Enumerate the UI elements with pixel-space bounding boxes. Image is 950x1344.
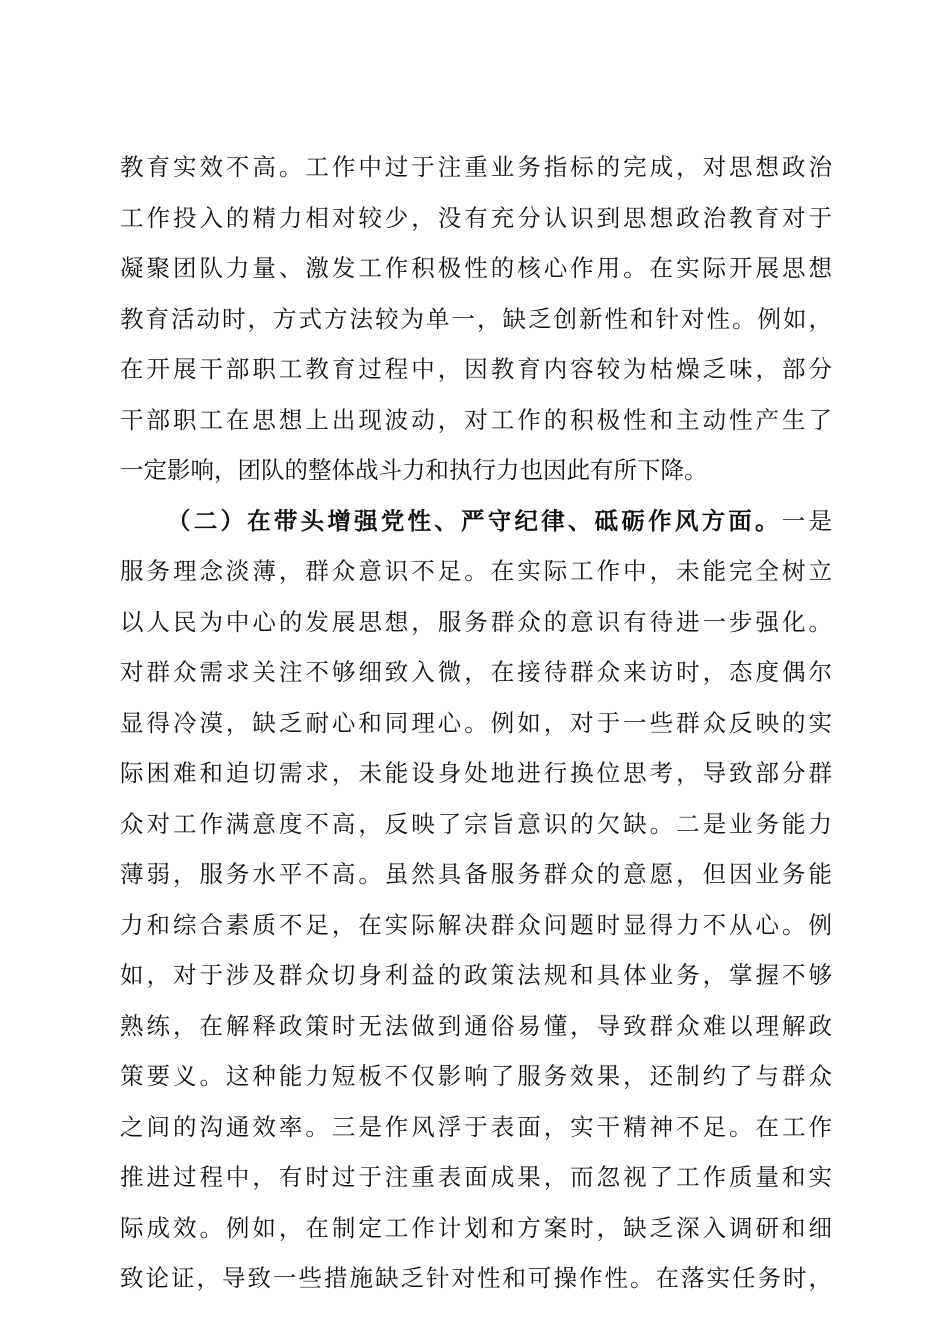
section-heading-line xyxy=(120,496,832,547)
text-line: 际成效。例如，在制定工作计划和方案时，缺乏深入调研和细 xyxy=(120,1213,832,1242)
text-line: 以人民为中心的发展思想，服务群众的意识有待进一步强化。 xyxy=(120,607,832,636)
text-line: 薄弱，服务水平不高。虽然具备服务群众的意愿，但因业务能 xyxy=(120,860,832,888)
text-line: 众对工作满意度不高，反映了宗旨意识的欠缺。二是业务能力 xyxy=(120,809,832,838)
text-line: 际困难和迫切需求，未能设身处地进行换位思考，导致部分群 xyxy=(120,759,832,787)
text-line: 对群众需求关注不够细致入微，在接待群众来访时，态度偶尔 xyxy=(120,658,832,686)
text-line: 凝聚团队力量、激发工作积极性的核心作用。在实际开展思想 xyxy=(120,254,832,282)
text-line: 推进过程中，有时过于注重表面成果，而忽视了工作质量和实 xyxy=(120,1163,832,1191)
heading-line-rest: 一是 xyxy=(781,506,833,535)
text-line: 显得冷漠，缺乏耐心和同理心。例如，对于一些群众反映的实 xyxy=(120,708,832,737)
text-line: 之间的沟通效率。三是作风浮于表面，实干精神不足。在工作 xyxy=(120,1112,832,1141)
text-line: 致论证，导致一些措施缺乏针对性和可操作性。在落实任务时， xyxy=(120,1264,832,1292)
text-line: 策要义。这种能力短板不仅影响了服务效果，还制约了与群众 xyxy=(120,1062,832,1090)
text-line: 工作投入的精力相对较少，没有充分认识到思想政治教育对于 xyxy=(120,203,832,232)
text-line: 教育实效不高。工作中过于注重业务指标的完成，对思想政治 xyxy=(120,153,832,181)
text-line: 干部职工在思想上出现波动，对工作的积极性和主动性产生了 xyxy=(120,405,832,434)
text-line: 一定影响，团队的整体战斗力和执行力也因此有所下降。 xyxy=(120,456,708,484)
text-line: 如，对于涉及群众切身利益的政策法规和具体业务，掌握不够 xyxy=(120,961,832,989)
document-body xyxy=(120,142,832,1304)
text-line: 教育活动时，方式方法较为单一，缺乏创新性和针对性。例如， xyxy=(120,304,832,333)
section-heading: （二）在带头增强党性、严守纪律、砥砺作风方面。 xyxy=(167,506,782,535)
paragraph-2 xyxy=(120,496,832,1304)
text-line: 熟练，在解释政策时无法做到通俗易懂，导致群众难以理解政 xyxy=(120,1011,832,1040)
text-line: 服务理念淡薄，群众意识不足。在实际工作中，未能完全树立 xyxy=(120,557,832,585)
text-line: 在开展干部职工教育过程中，因教育内容较为枯燥乏味，部分 xyxy=(120,355,832,383)
paragraph-1 xyxy=(120,142,832,496)
text-line: 力和综合素质不足，在实际解决群众问题时显得力不从心。例 xyxy=(120,910,832,939)
